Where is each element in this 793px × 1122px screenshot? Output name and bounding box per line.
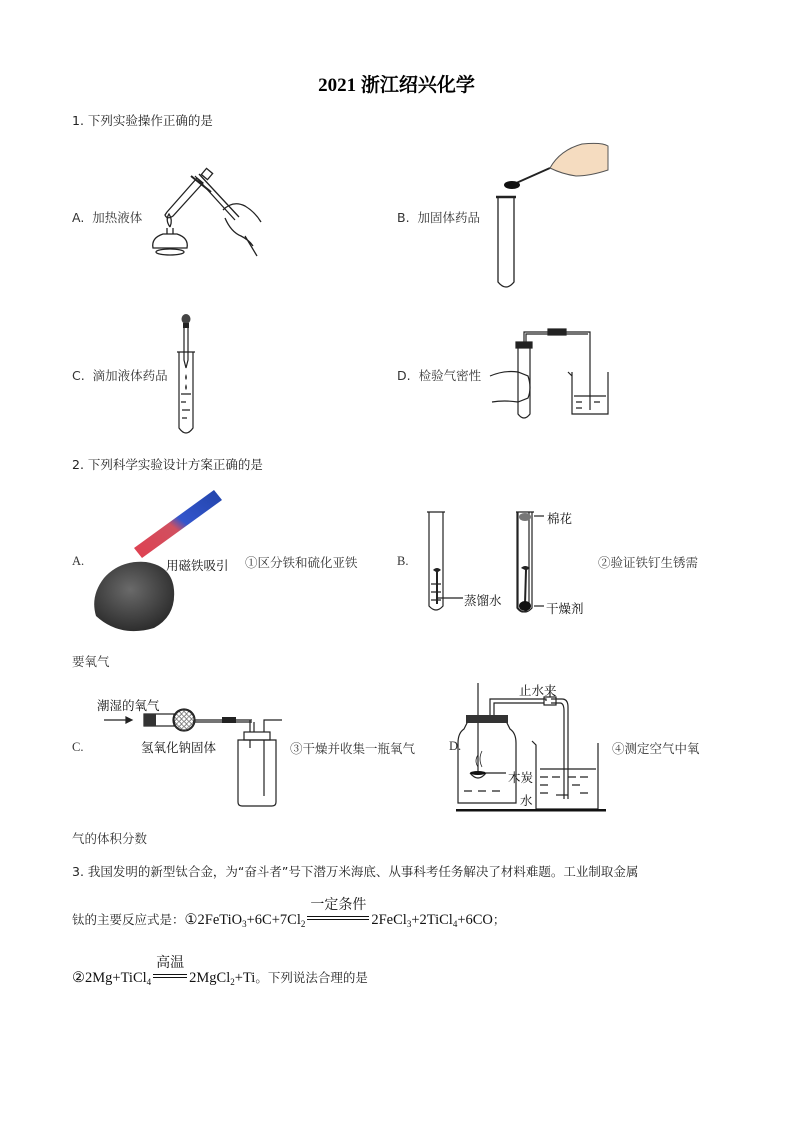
q2-option-d-key: D. <box>449 739 462 753</box>
q2-option-a-caption: ①区分铁和硫化亚铁 <box>245 556 358 570</box>
option-text: 加固体药品 <box>417 210 481 225</box>
q1-option-d <box>397 366 481 384</box>
option-key: D. <box>397 368 411 383</box>
subscript: 4 <box>146 977 152 987</box>
reaction-intro: 钛的主要反应式是： <box>72 912 185 927</box>
question-2-stem: 2. 下列科学实验设计方案正确的是 <box>72 457 263 472</box>
q2-option-b-caption: ②验证铁钉生锈需 <box>598 556 699 570</box>
subscript: 2 <box>230 977 235 987</box>
option-text: 加热液体 <box>92 210 143 225</box>
formula-part: +Ti <box>234 970 256 986</box>
formula-part: 2Mg+TiCl <box>85 970 147 986</box>
formula-part: +2TiCl <box>411 912 453 928</box>
question-1-stem: 1. 下列实验操作正确的是 <box>72 113 213 128</box>
q2-option-c-key: C. <box>72 740 84 754</box>
equals-bar <box>307 916 369 920</box>
formula-part: +6C+7Cl <box>246 912 301 928</box>
subscript: 3 <box>406 919 412 929</box>
reaction-2-condition <box>153 956 187 987</box>
condition-text: 一定条件 <box>310 898 367 913</box>
naoh-solid-label: 氢氧化钠固体 <box>141 740 217 755</box>
adding-solid-diagram <box>490 140 620 290</box>
page-title: 2021 浙江绍兴化学 <box>318 75 475 96</box>
reaction-1-condition <box>307 898 369 929</box>
option-text: 检验气密性 <box>418 368 482 383</box>
heating-liquid-diagram <box>145 170 265 270</box>
magnet-label: 用磁铁吸引 <box>166 558 229 573</box>
water-label: 水 <box>520 793 533 808</box>
reaction-2 <box>72 956 256 987</box>
q1-option-a <box>72 208 142 226</box>
formula-part: +6CO <box>457 912 493 928</box>
oxygen-volume-diagram <box>456 683 616 813</box>
cotton-label: 棉花 <box>547 511 573 526</box>
question-3-stem: 3. 我国发明的新型钛合金，为“奋斗者”号下潜万米海底、从事科考任务解决了材料难题。工业制取金属 <box>72 864 639 879</box>
reaction-1-number: ① <box>184 912 198 928</box>
formula-part: 2MgCl <box>189 970 231 986</box>
nail-dry-diagram <box>514 508 544 618</box>
airtightness-check-diagram <box>488 328 613 423</box>
q2-option-c-caption: ③干燥并收集一瓶氧气 <box>290 742 416 756</box>
option-key: A. <box>72 210 85 225</box>
formula-part: 2FeCl <box>371 912 407 928</box>
reaction-2-tail: 。下列说法合理的是 <box>255 970 368 985</box>
q2-option-b-caption-cont: 要氧气 <box>72 655 110 669</box>
drying-collecting-diagram <box>104 704 294 808</box>
option-key: B. <box>397 210 410 225</box>
reaction-2-number: ② <box>72 970 85 986</box>
charcoal-label: 木炭 <box>508 770 534 785</box>
q2-option-b-key: B. <box>397 554 409 568</box>
q2-option-d-caption: ④测定空气中氧 <box>612 742 700 756</box>
equals-bar <box>153 974 187 978</box>
q1-option-b <box>397 208 480 226</box>
reaction-line-2 <box>72 956 368 987</box>
q2-option-d-caption-cont: 气的体积分数 <box>72 832 148 846</box>
subscript: 3 <box>242 919 247 929</box>
reaction-line-1 <box>72 898 506 929</box>
punctuation: ； <box>492 913 506 927</box>
moist-oxygen-label: 潮湿的氧气 <box>97 698 160 713</box>
option-key: C. <box>72 368 85 383</box>
reaction-1 <box>184 898 506 929</box>
formula-part: 2FeTiO <box>197 912 243 928</box>
desiccant-label: 干燥剂 <box>546 601 584 616</box>
water-clamp-label: 止水夹 <box>519 683 557 698</box>
q2-option-a-key: A. <box>72 554 85 568</box>
option-text: 滴加液体药品 <box>92 368 168 383</box>
q1-option-c <box>72 366 168 384</box>
dropping-liquid-diagram <box>174 312 198 437</box>
subscript: 2 <box>300 919 306 929</box>
subscript: 4 <box>452 919 458 929</box>
condition-text: 高温 <box>156 956 185 971</box>
distilled-water-label: 蒸馏水 <box>464 593 502 608</box>
